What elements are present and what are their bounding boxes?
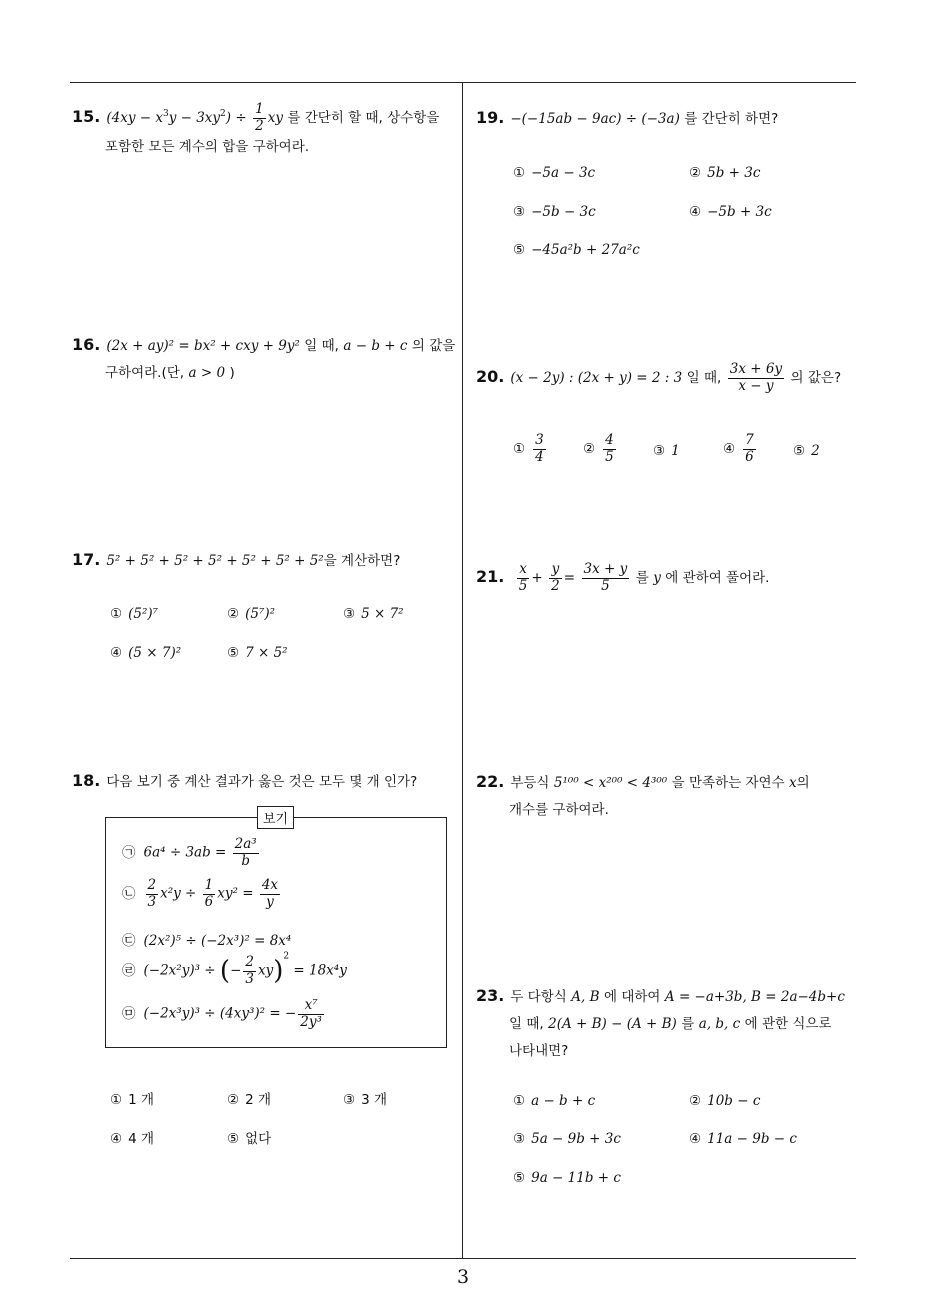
option-1[interactable]: ① (5²)⁷ [110, 606, 159, 622]
option-5[interactable]: ⑤ 7 × 5² [227, 645, 288, 661]
option-2[interactable]: ② 2 개 [227, 1092, 272, 1108]
question-16: 16. (2x + ay)² = bx² + cxy + 9y² 일 때, a − b + c 의 값을 구하여라.(단, a > 0 ) [72, 335, 456, 382]
question-number: 20. [476, 367, 505, 387]
option-3[interactable]: ③ 5 × 7² [343, 606, 404, 622]
box-item-b: ㉡ $\frac{2}{3}$ x²y ÷ $\frac{1}{6}$ xy² = $\frac{4x}{y}$ [122, 877, 279, 910]
question-number: 15. [72, 107, 101, 127]
box-item-c: ㉢ (2x²)⁵ ÷ (−2x³)² = 8x⁴ [122, 933, 292, 949]
option-1[interactable]: ① 1 개 [110, 1092, 155, 1108]
option-1[interactable]: ① $\frac{3}{4}$ [513, 432, 544, 465]
option-2[interactable]: ② 5b + 3c [689, 165, 761, 181]
question-22: 22. 부등식 5¹⁰⁰ < x²⁰⁰ < 4³⁰⁰ 을 만족하는 자연수 x의 개수를 구하여라. [476, 772, 810, 819]
question-15: 15. $(4xy - x^3y - 3xy^2)$ ÷ $\frac{1}{2}$ xy 를 간단히 할 때, 상수항을 포함한 모든 계수의 합을 구하여라. [72, 101, 440, 156]
option-2[interactable]: ② $\frac{4}{5}$ [583, 432, 614, 465]
box-item-e: ㉤ (−2x³y)³ ÷ (4xy³)² = − $\frac{\text{x⁷}}{\text{2y³}}$ [122, 997, 322, 1030]
box-item-d: ㉣ (−2x²y)³ ÷ (− $\frac{2}{3}$ xy)$^2$ = 18x⁴y [122, 951, 347, 987]
option-4[interactable]: ④ 11a − 9b − c [689, 1131, 797, 1147]
bottom-rule [70, 1258, 856, 1259]
example-box-label: 보기 [257, 806, 294, 829]
option-5[interactable]: ⑤ 9a − 11b + c [513, 1170, 621, 1186]
option-4[interactable]: ④ $\frac{7}{6}$ [723, 432, 754, 465]
option-3[interactable]: ③ 3 개 [343, 1092, 388, 1108]
question-19: 19. −(−15ab − 9ac) ÷ (−3a) 를 간단히 하면? [476, 108, 779, 127]
fraction: $\frac{1}{2}$ [255, 101, 264, 134]
question-17: 17. 5² + 5² + 5² + 5² + 5² + 5² + 5²을 계산하면? [72, 550, 401, 569]
option-4[interactable]: ④ −5b + 3c [689, 204, 772, 220]
question-21: 21. $\frac{x}{5}$ + $\frac{y}{2}$ = $\frac{3x + y}{5}$ 를 y 에 관하여 풀어라. [476, 561, 770, 594]
column-divider [462, 83, 463, 1259]
question-number: 23. [476, 986, 505, 1005]
box-item-a: ㉠ 6a⁴ ÷ 3ab = $\frac{\text{2a³}}{b}$ [122, 836, 257, 869]
option-3[interactable]: ③ −5b − 3c [513, 204, 596, 220]
question-number: 17. [72, 550, 101, 569]
question-number: 16. [72, 335, 101, 354]
question-20: 20. (x − 2y) : (2x + y) = 2 : 3 일 때, $\frac{3x + 6y}{x - y}$ 의 값은? [476, 361, 842, 394]
option-1[interactable]: ① a − b + c [513, 1093, 596, 1109]
top-rule [70, 82, 856, 83]
option-5[interactable]: ⑤ −45a²b + 27a²c [513, 242, 640, 258]
question-number: 18. [72, 771, 101, 790]
option-5[interactable]: ⑤ 2 [793, 443, 820, 459]
option-3[interactable]: ③ 1 [653, 443, 680, 459]
question-number: 22. [476, 772, 505, 791]
option-2[interactable]: ② 10b − c [689, 1093, 761, 1109]
page-number: 3 [456, 1266, 470, 1288]
question-18: 18. 다음 보기 중 계산 결과가 옳은 것은 모두 몇 개 인가? [72, 771, 418, 790]
question-23: 23. 두 다항식 A, B 에 대하여 A = −a+3b, B = 2a−4b+c 일 때, 2(A + B) − (A + B) 를 a, b, c 에 관한 식으로 나타내면? [476, 986, 845, 1060]
fraction: $\frac{3x + 6y}{x - y}$ [729, 361, 783, 394]
option-1[interactable]: ① −5a − 3c [513, 165, 596, 181]
question-number: 19. [476, 108, 505, 127]
option-5[interactable]: ⑤ 없다 [227, 1131, 272, 1147]
option-4[interactable]: ④ (5 × 7)² [110, 645, 182, 661]
option-3[interactable]: ③ 5a − 9b + 3c [513, 1131, 621, 1147]
option-4[interactable]: ④ 4 개 [110, 1131, 155, 1147]
question-number: 21. [476, 567, 505, 587]
option-2[interactable]: ② (5⁷)² [227, 606, 276, 622]
